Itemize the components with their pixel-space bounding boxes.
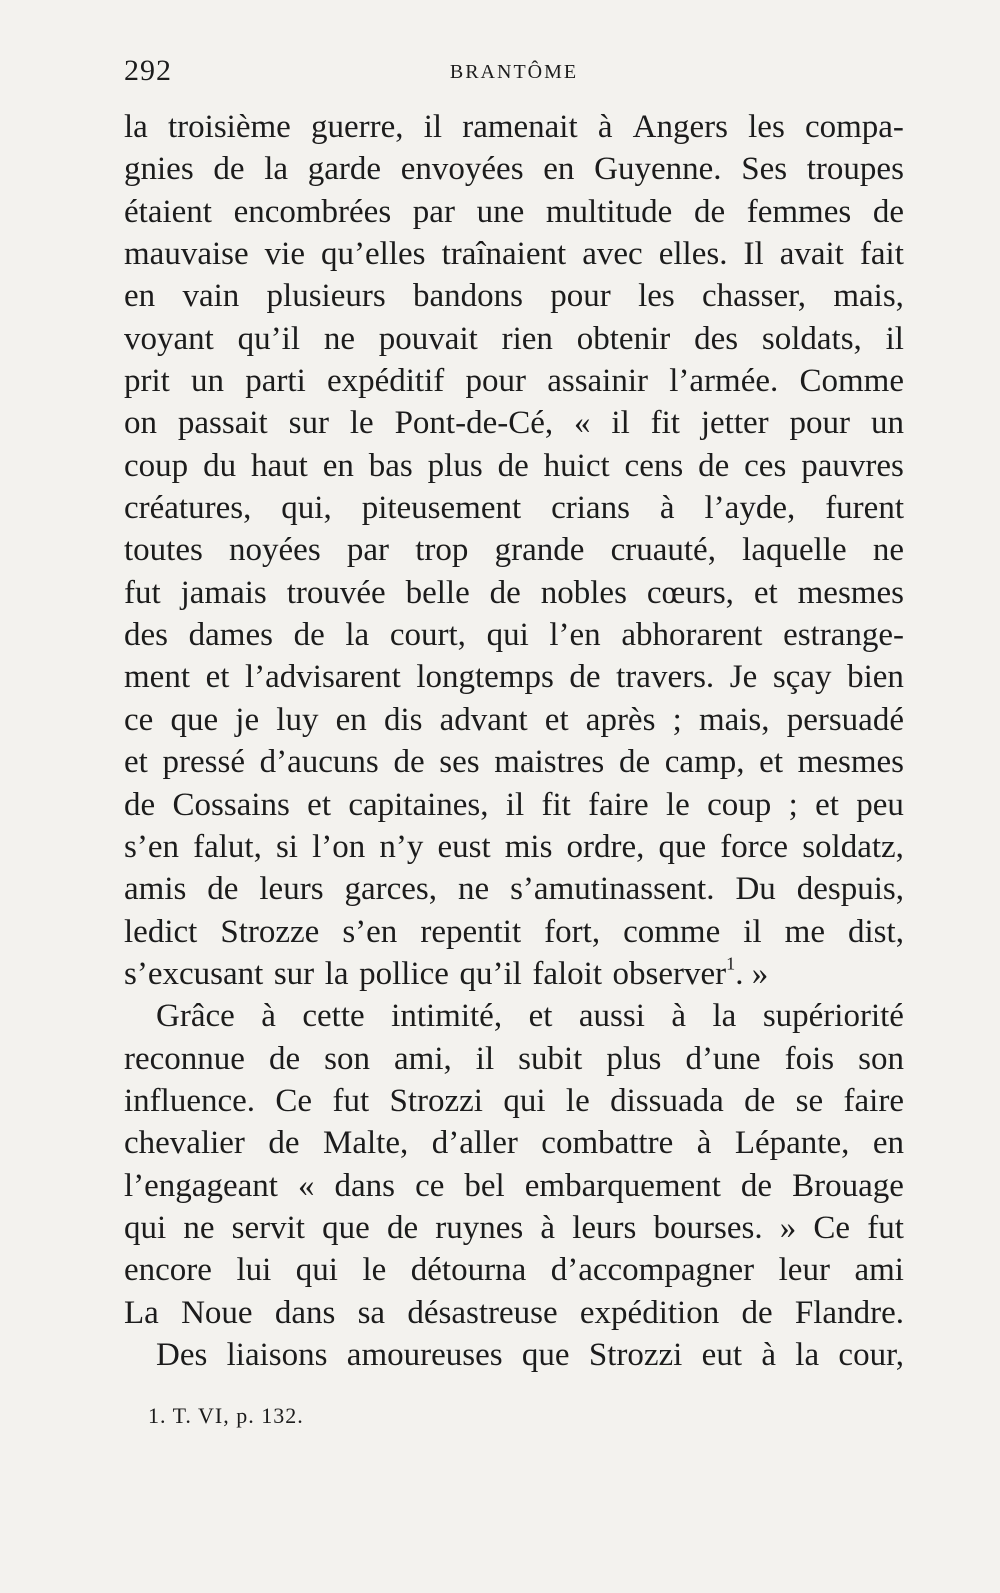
text-line: en vain plusieurs bandons pour les chasser, mais, xyxy=(124,278,904,315)
text-line: la troisième guerre, il ramenait à Angers les compa- xyxy=(124,109,904,145)
footnote: 1. T. VI, p. 132. xyxy=(148,1403,304,1428)
page-number: 292 xyxy=(124,54,172,87)
text-line: toutes noyées par trop grande cruauté, laquelle ne xyxy=(124,532,904,569)
text-line: fut jamais trouvée belle de nobles cœurs, et mesmes xyxy=(124,574,904,611)
text-line: qui ne servit que de ruynes à leurs bourses. » Ce fut xyxy=(124,1209,904,1246)
text-line: Grâce à cette intimité, et aussi à la supériorité xyxy=(156,998,904,1035)
text-line: reconnue de son ami, il subit plus d’une fois son xyxy=(124,1040,904,1077)
text-line: ledict Strozze s’en repentit fort, comme il me dist, xyxy=(124,913,904,950)
text-line: chevalier de Malte, d’aller combattre à Lépante, en xyxy=(124,1125,904,1162)
text-line: et pressé d’aucuns de ses maistres de camp, et mesmes xyxy=(124,744,904,781)
text-line: des dames de la court, qui l’en abhorarent estrange- xyxy=(124,617,904,654)
text-line: ment et l’advisarent longtemps de travers. Je sçay bien xyxy=(124,659,904,696)
body-text xyxy=(124,106,904,1376)
text-line: de Cossains et capitaines, il fit faire le coup ; et peu xyxy=(124,786,904,823)
text-line: La Noue dans sa désastreuse expédition de Flandre. xyxy=(124,1294,904,1331)
text-line: l’engageant « dans ce bel embarquement de Brouage xyxy=(124,1167,904,1204)
text-line: ce que je luy en dis advant et après ; mais, persuadé xyxy=(124,701,904,738)
text-line: influence. Ce fut Strozzi qui le dissuada de se faire xyxy=(124,1082,904,1119)
text-line: gnies de la garde envoyées en Guyenne. Ses troupes xyxy=(124,151,904,188)
text-line: amis de leurs garces, ne s’amutinassent. Du despuis, xyxy=(124,871,904,908)
footnote-ref: 1 xyxy=(726,953,736,974)
text-line: on passait sur le Pont-de-Cé, « il fit jetter pour un xyxy=(124,405,904,442)
text-line: s’en falut, si l’on n’y eust mis ordre, que force soldatz, xyxy=(124,828,904,865)
text-line: voyant qu’il ne pouvait rien obtenir des soldats, il xyxy=(124,320,904,357)
running-head xyxy=(124,54,904,94)
text-line: créatures, qui, piteusement crians à l’ayde, furent xyxy=(124,490,904,527)
text-line: mauvaise vie qu’elles traînaient avec elles. Il avait fait xyxy=(124,236,904,273)
text-line: Des liaisons amoureuses que Strozzi eut à la cour, xyxy=(156,1336,904,1373)
text-line: étaient encombrées par une multitude de femmes de xyxy=(124,193,904,230)
text-line: coup du haut en bas plus de huict cens de ces pauvres xyxy=(124,447,904,484)
text-line: s’excusant sur la pollice qu’il faloit observer$^1$. » xyxy=(124,953,769,992)
text-line: encore lui qui le détourna d’accompagner leur ami xyxy=(124,1252,904,1289)
text-line: prit un parti expéditif pour assainir l’armée. Comme xyxy=(124,363,904,400)
running-title: BRANTÔME xyxy=(449,61,579,83)
